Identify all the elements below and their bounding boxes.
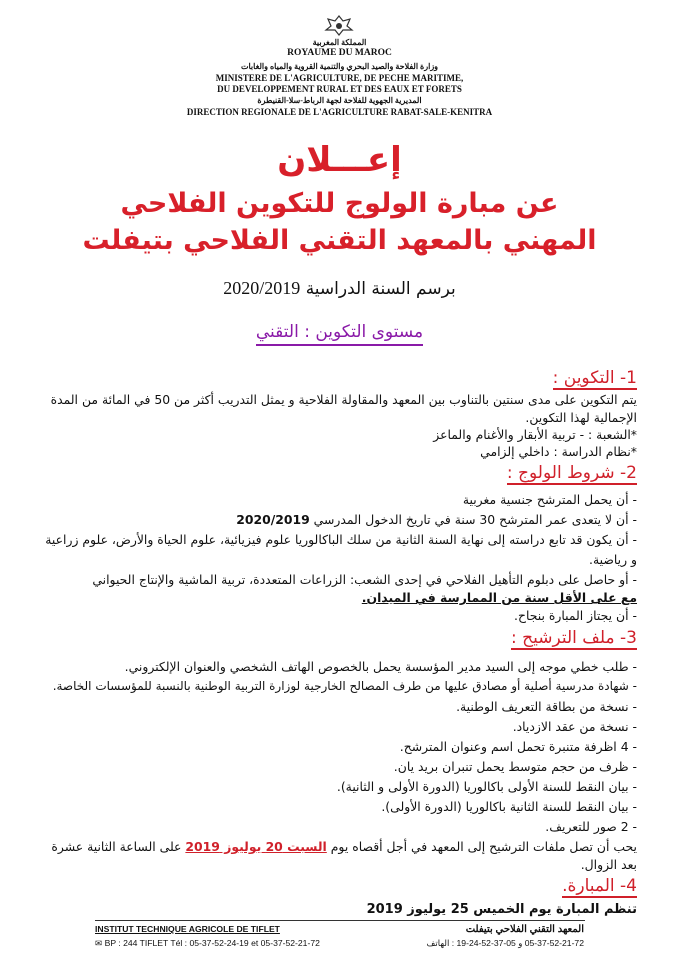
s3-line-8: - بيان النقط للسنة الثانية باكالوريا (الدورة الأولى).	[381, 799, 637, 814]
footer-institute-ar: المعهد التقني الفلاحي بتيفلت	[465, 924, 584, 935]
s3-line-9: - 2 صور للتعريف.	[545, 819, 637, 834]
s3-deadline	[51, 839, 637, 854]
s4-line: تنظم المبارة يوم الخميس 25 يوليوز 2019	[366, 902, 637, 917]
ministry-ar: وزارة الفلاحة والصيد البحري والتنمية القروية والمياه والغابات	[240, 62, 439, 71]
academic-year	[0, 278, 679, 299]
royal-emblem-icon	[324, 14, 354, 36]
s2-line-2-year: 2020/2019	[236, 512, 310, 527]
footer-contact-fr-text: BP : 244 TIFLET Tél : 05-37-52-24-19 et 05-37-52-21-72	[104, 938, 320, 948]
section-3-title-text: 3- ملف الترشيح :	[511, 628, 637, 648]
s3-deadline-date: السبت 20 يوليوز 2019	[185, 839, 327, 854]
title-line-2: المهني بالمعهد التقني الفلاحي بتيفلت	[82, 225, 597, 256]
ministry-fr-1: MINISTERE DE L'AGRICULTURE, DE PECHE MARITIME,	[215, 73, 464, 83]
s3-line-7: - بيان النقط للسنة الأولى باكالوريا (الدورة الأولى و الثانية).	[336, 779, 637, 794]
mailbox-icon: ✉	[95, 938, 103, 948]
direction-ar: المديرية الجهوية للفلاحة لجهة الرباط-سلا-القنيطرة	[257, 96, 422, 105]
title-line-1: عن مبارة الولوج للتكوين الفلاحي	[120, 188, 559, 219]
s3-deadline-pre: يحب أن تصل ملفات الترشيح إلى المعهد في أجل أقصاه يوم	[330, 839, 637, 854]
section-2-title-text: 2- شروط الولوج :	[506, 463, 637, 483]
s3-line-2: - شهادة مدرسية أصلية أو مصادق عليها من طرف المصالح الخارجية لوزارة التربية الوطنية بالنسبة للمؤسسات الخاصة.	[52, 679, 637, 693]
training-level-wrap	[0, 322, 679, 342]
section-1-title-text: 1- التكوين :	[552, 368, 637, 388]
s2-line-4: و رياضية.	[589, 552, 637, 567]
s2-line-5: - أو حاصل على دبلوم التأهيل الفلاحي في إحدى الشعب: الزراعات المتعددة، تربية الماشية والإنتاج الحيواني	[92, 572, 637, 587]
footer-contact-fr	[95, 938, 320, 949]
s1-line-2: الإجمالية لهذا التكوين.	[525, 410, 637, 425]
section-1-title	[553, 368, 637, 388]
s3-line-1: - طلب خطي موجه إلى السيد مدير المؤسسة يحمل بالخصوص الهاتف الشخصي والعنوان الإلكتروني.	[124, 659, 637, 674]
s2-line-1: - أن يحمل المترشح جنسية مغربية	[462, 492, 637, 507]
s2-line-2	[236, 512, 637, 527]
s3-line-6: - ظرف من حجم متوسط يحمل تنبران بريد يان.	[393, 759, 637, 774]
footer-contact-ar: 05-37-52-21-72 و 05-37-52-24-19 : الهاتف	[426, 938, 584, 948]
s3-line-5: - 4 اظرفة متنبرة تحمل اسم وعنوان المترشح.	[399, 739, 637, 754]
section-4-title	[562, 876, 637, 896]
s2-line-6: مع على الأقل سنة من الممارسة في الميدان.	[361, 590, 637, 605]
s3-line-3: - نسخة من بطاقة التعريف الوطنية.	[456, 699, 637, 714]
s2-line-3: - أن يكون قد تابع دراسته إلى نهاية السنة الثانية من سلك الباكالوريا علوم فيزيائية، علوم الحياة والأرض، علوم زراعية	[45, 532, 637, 547]
s3-line-4: - نسخة من عقد الازدياد.	[512, 719, 637, 734]
s1-line-3: *الشعبة : - تربية الأبقار والأغنام والماعز	[433, 427, 637, 442]
section-2-title	[507, 463, 637, 483]
academic-year-label: برسم السنة الدراسية	[305, 279, 456, 299]
s1-line-4: *نظام الدراسة : داخلي إلزامي	[480, 444, 637, 459]
footer-institute-fr: INSTITUT TECHNIQUE AGRICOLE DE TIFLET	[95, 924, 280, 934]
section-3-title	[511, 628, 637, 648]
announcement-title: إعـــلان	[277, 140, 402, 180]
training-level: مستوى التكوين : التقني	[256, 322, 423, 346]
academic-year-value: 2020/2019	[223, 278, 301, 298]
s2-line-7: - أن يجتاز المبارة بنجاح.	[514, 608, 637, 623]
s1-line-1: يتم التكوين على مدى سنتين بالتناوب بين المعهد والمقاولة الفلاحية و يمثل التدريب أكثر من 50 في المائة من المدة	[50, 392, 637, 407]
ministry-fr-2: DU DEVELOPPEMENT RURAL ET DES EAUX ET FORETS	[217, 84, 462, 94]
kingdom-ar: المملكة المغربية	[312, 38, 367, 47]
kingdom-fr: ROYAUME DU MAROC	[287, 48, 392, 58]
section-4-title-text: 4- المبارة.	[562, 876, 637, 896]
s3-deadline-line2: بعد الزوال.	[580, 857, 637, 872]
s2-line-2-text: - أن لا يتعدى عمر المترشح 30 سنة في تاريخ الدخول المدرسي	[313, 512, 637, 527]
direction-fr: DIRECTION REGIONALE DE L'AGRICULTURE RABAT-SALE-KENITRA	[186, 107, 493, 117]
footer-divider	[95, 920, 585, 921]
s3-deadline-post: على الساعة الثانية عشرة	[51, 839, 182, 854]
